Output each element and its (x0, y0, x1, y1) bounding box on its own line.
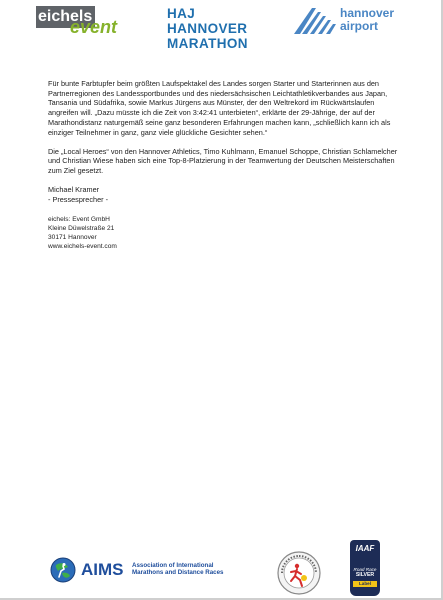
aims-logo (50, 557, 250, 583)
marathon-seal-icon (276, 550, 322, 596)
iaaf-road-race-text: Road Race (353, 567, 377, 572)
aims-subtitle-line1: Association of International (132, 562, 214, 569)
event-logo-text: event (70, 17, 118, 37)
aims-globe-icon (50, 557, 76, 583)
airport-wing-icon (292, 4, 338, 38)
paragraph-1: Für bunte Farbtupfer beim größten Laufspektakel des Landes sorgen Starter und Starterinnen aus den Partnerregionen des Landessportbundes und des niedersächsischen Leichtathletikverbandes aus Japan, Tansania und Südafrika, sowie Markus Jürgens aus Münster, der den Weltrekord im Rückwärtslaufen angreifen will. „Dazu müsste ich die Zeit von 3:42:41 unterbieten“, erklärte der 29-Jährige, der auf der Marathondistanz naturgemäß seine ganz besonderen Erfahrungen machen kann, „schließlich kann ich als einziger Teilnehmer in ganz, ganz viele glückliche Gesichter sehen.“ (48, 79, 391, 137)
eichels-event-logo (36, 6, 140, 38)
iaaf-road-race-label (350, 540, 380, 596)
hannover-airport-logo (292, 4, 402, 38)
press-release-body (48, 79, 398, 251)
iaaf-label-text: Label (353, 581, 377, 587)
haj-hannover-marathon-logo (167, 6, 267, 51)
airport-logo-line1: hannover (340, 6, 395, 20)
address-block (48, 215, 398, 251)
haj-logo-line1: HAJ HANNOVER (167, 6, 248, 36)
signature-role: - Pressesprecher - (48, 194, 109, 204)
paragraph-2: Die „Local Heroes“ von den Hannover Athletics, Timo Kuhlmann, Emanuel Schoppe, Christian Schlamelcher und Christian Wiese haben sich eine Top-8-Platzierung in der Teamwertung der Deutschen Meisterschaften zum Ziel gesetzt. (48, 146, 398, 176)
iaaf-text: IAAF (355, 544, 375, 553)
address-street: Kleine Düwelstraße 21 (48, 224, 115, 232)
signature-name: Michael Kramer (48, 185, 100, 195)
signature-block (48, 185, 398, 204)
aims-name: AIMS (81, 560, 124, 579)
airport-logo-line2: airport (340, 19, 379, 33)
eichels-logo-text: eichels (36, 6, 95, 28)
iaaf-silver-text: SILVER (355, 572, 375, 578)
address-company: eichels: Event GmbH (48, 215, 110, 223)
address-city: 30171 Hannover (48, 233, 97, 241)
haj-logo-line2: MARATHON (167, 36, 248, 51)
address-web: www.eichels-event.com (48, 242, 117, 250)
aims-subtitle-line2: Marathons and Distance Races (132, 569, 224, 577)
